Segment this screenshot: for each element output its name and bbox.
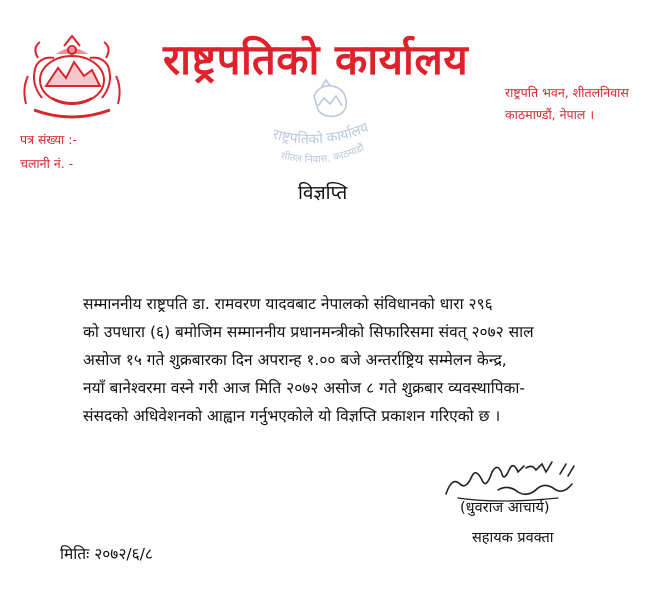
body-line: असोज १५ गते शुक्रबारका दिन अपरान्ह १.०० बजे अन्तर्राष्ट्रिय सम्मेलन केन्द्र, [83, 351, 507, 369]
address-line-1: राष्ट्रपति भवन, शीतलनिवास [505, 85, 629, 100]
body-line: नयाँ बानेश्वरमा वस्ने गरी आज मिति २०७२ असोज ८ गते शुक्रबार व्यवस्थापिका- [83, 379, 526, 397]
signatory-name: (धुवराज आचार्य) [460, 500, 550, 516]
body-line: को उपधारा (६) बमोजिम सम्माननीय प्रधानमन्त्रीको सिफारिसमा संवत् २०७२ साल [83, 323, 534, 341]
office-stamp [262, 76, 392, 172]
reference-block [20, 128, 77, 176]
office-name-heading: राष्ट्रपतिको कार्यालय [163, 35, 469, 84]
body-line: संसदको अधिवेशनको आह्वान गर्नुभएकोले यो विज्ञप्ति प्रकाशन गरिएको छ । [83, 407, 501, 425]
notice-body [83, 290, 607, 430]
letter-number-label: पत्र संख्या :- [20, 132, 77, 147]
svg-text:राष्ट्रपतिको कार्यालय [271, 120, 372, 148]
office-address [505, 82, 650, 126]
notice-date: मितिः २०७२/६/८ [60, 545, 153, 563]
body-line: सम्माननीय राष्ट्रपति डा. रामवरण यादवबाट नेपालको संविधानको धारा २९६ [83, 295, 493, 313]
dispatch-number-label: चलानी नं. - [20, 156, 74, 171]
stamp-text-line2: शीतल निवास, काठमाडौं [279, 142, 367, 166]
notice-title: विज्ञप्ति [298, 182, 348, 204]
address-line-2: काठमाण्डौं, नेपाल । [505, 107, 595, 122]
signatory-designation: सहायक प्रवक्ता [472, 530, 554, 546]
stamp-text-line1: राष्ट्रपतिको कार्यालय [271, 119, 371, 148]
national-emblem-icon [12, 28, 132, 126]
